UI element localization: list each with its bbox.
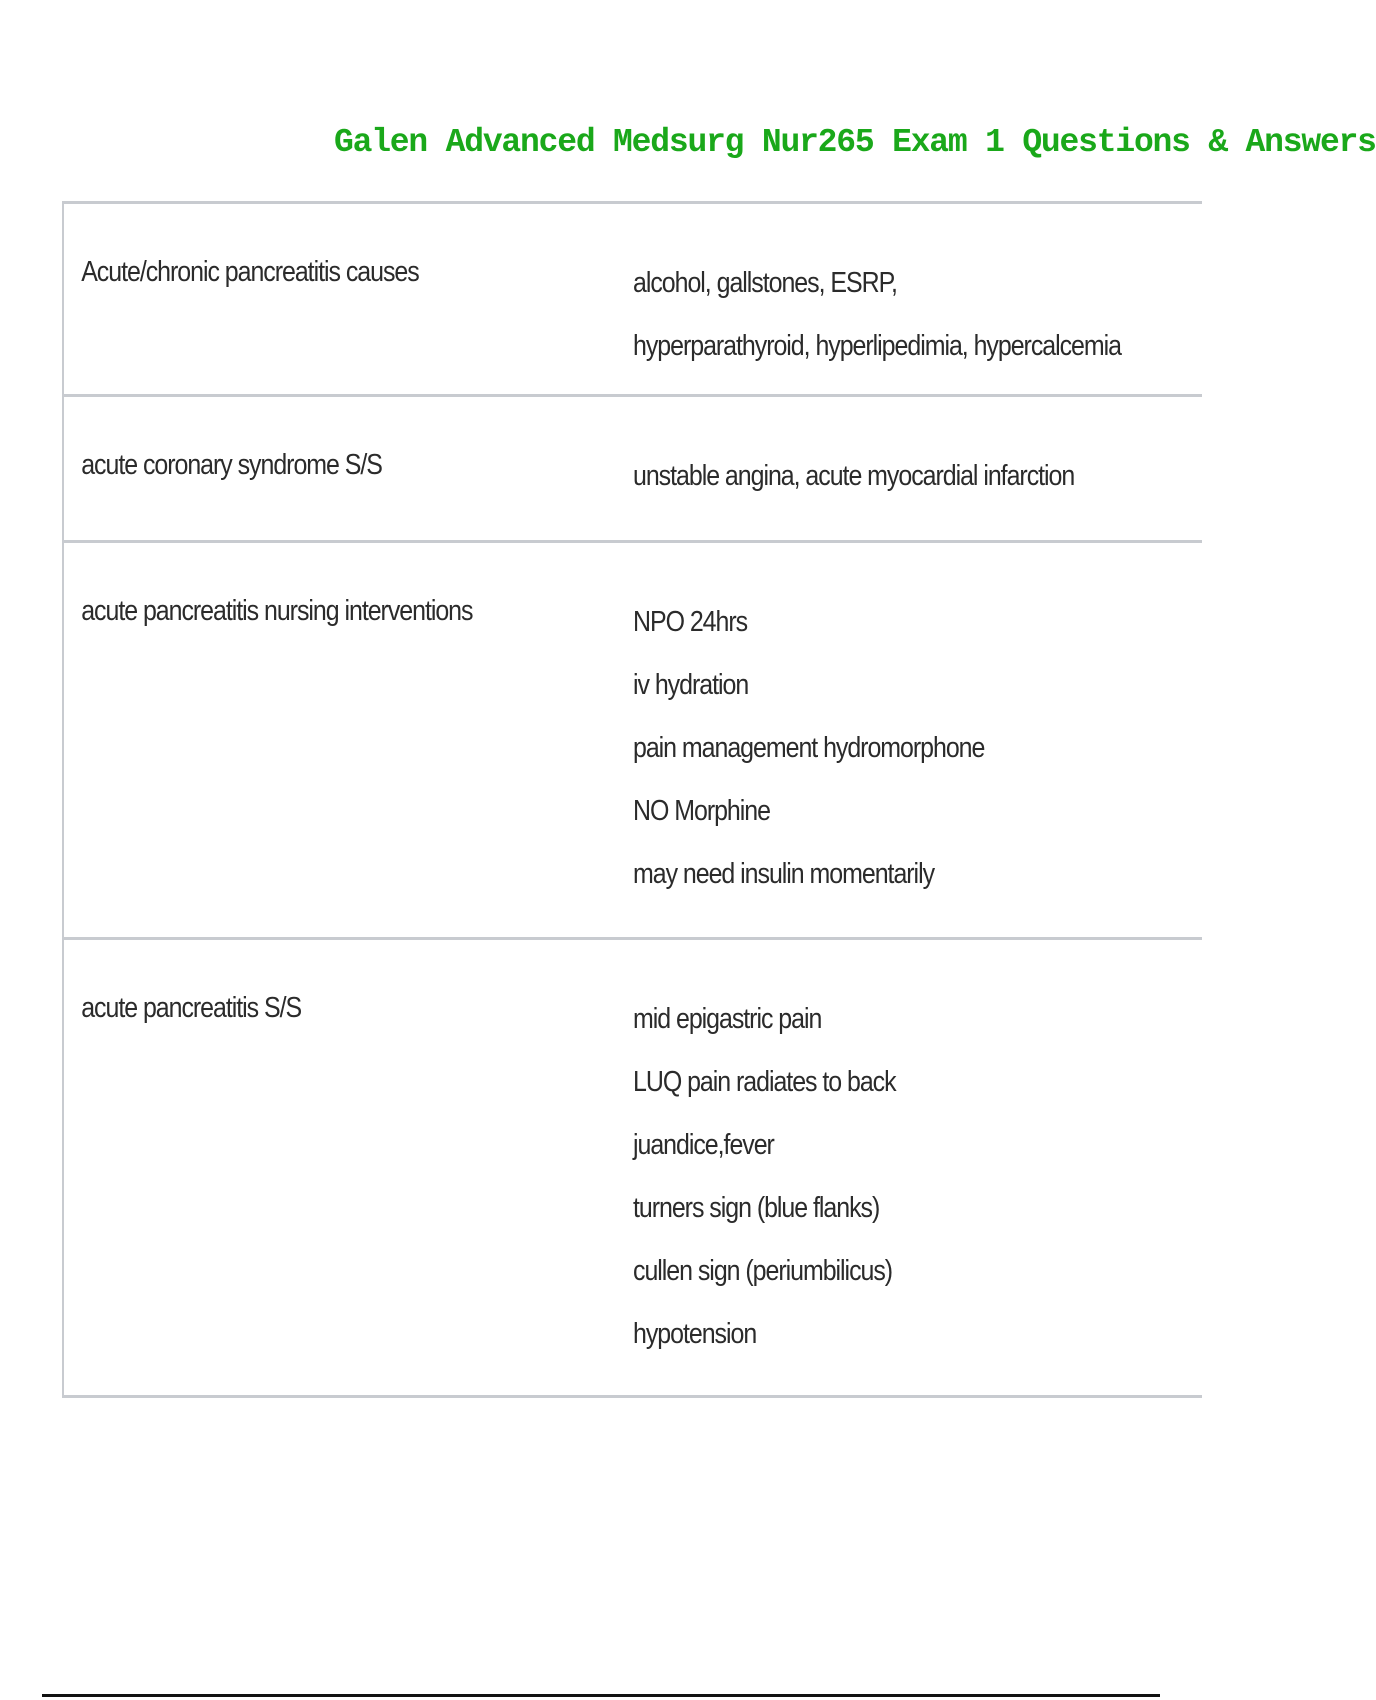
footer-divider xyxy=(42,1694,1160,1697)
definition-cell xyxy=(633,397,1202,540)
definition-line: NPO 24hrs xyxy=(633,606,748,638)
term-cell: acute coronary syndrome S/S xyxy=(81,449,382,481)
definition-cell xyxy=(633,543,1202,937)
definition-line: mid epigastric pain xyxy=(633,1003,822,1035)
qa-row xyxy=(64,397,1202,543)
definition-line: pain management hydromorphone xyxy=(633,732,985,764)
definition-line: juandice,fever xyxy=(633,1129,774,1161)
definition-line: LUQ pain radiates to back xyxy=(633,1066,896,1098)
definition-line: NO Morphine xyxy=(633,795,770,827)
definition-line: may need insulin momentarily xyxy=(633,858,935,890)
definition-line: cullen sign (periumbilicus) xyxy=(633,1255,893,1287)
definition-line: hyperparathyroid, hyperlipedimia, hypercalcemia xyxy=(633,330,1121,362)
qa-row xyxy=(64,543,1202,940)
definition-line: iv hydration xyxy=(633,669,749,701)
term-cell: Acute/chronic pancreatitis causes xyxy=(81,256,419,288)
definition-cell xyxy=(633,940,1202,1395)
term-cell: acute pancreatitis nursing interventions xyxy=(81,595,473,627)
term-cell: acute pancreatitis S/S xyxy=(81,992,302,1024)
definition-line: turners sign (blue flanks) xyxy=(633,1192,880,1224)
qa-row xyxy=(64,940,1202,1395)
definition-line: hypotension xyxy=(633,1318,757,1350)
document-title: Galen Advanced Medsurg Nur265 Exam 1 Questions & Answers xyxy=(334,124,1376,161)
definition-line: alcohol, gallstones, ESRP, xyxy=(633,267,897,299)
definition-line: unstable angina, acute myocardial infarction xyxy=(633,460,1075,492)
qa-row xyxy=(64,204,1202,397)
definition-cell xyxy=(633,204,1202,394)
qa-table xyxy=(62,201,1202,1398)
